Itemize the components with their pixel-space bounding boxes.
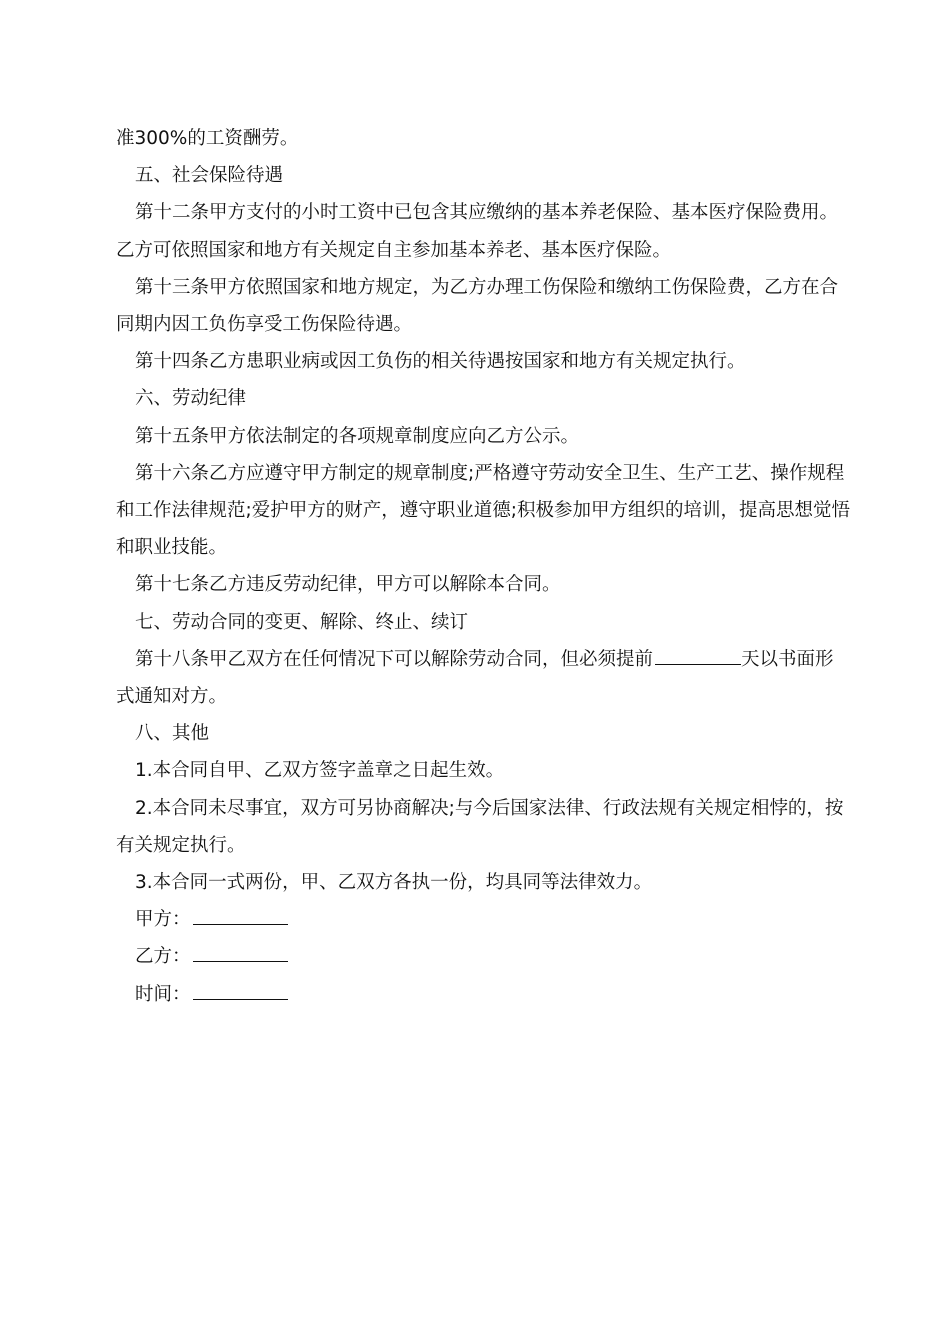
signature-party-b (116, 938, 851, 975)
section-heading-social-insurance: 五、社会保险待遇 (135, 165, 284, 187)
paragraph-wage-continuation: 准300%的工资酬劳。 (116, 128, 299, 149)
section-heading-other: 八、其他 (135, 723, 210, 745)
party-a-label: 甲方： (135, 909, 191, 931)
notice-days-blank (655, 663, 741, 665)
section-heading-contract-changes: 七、劳动合同的变更、解除、终止、续订 (135, 611, 469, 633)
article-18-text-before: 第十八条甲乙双方在任何情况下可以解除劳动合同，但必须提前 (135, 648, 654, 670)
article-18-text-after: 天以书面形式通知对方。 (116, 648, 834, 708)
document-body (116, 120, 851, 1013)
time-label: 时间： (135, 983, 191, 1005)
signature-time (116, 976, 851, 1013)
article-13: 第十三条甲方依照国家和地方规定，为乙方办理工伤保险和缴纳工伤保险费，乙方在合同期内因工负伤享受工伤保险待遇。 (116, 276, 839, 336)
time-blank (193, 998, 288, 1000)
article-18 (116, 641, 851, 715)
clause-2: 2.本合同未尽事宜，双方可另协商解决;与今后国家法律、行政法规有关规定相悖的，按有关规定执行。 (116, 797, 844, 856)
party-a-blank (193, 923, 288, 925)
clause-3: 3.本合同一式两份，甲、乙双方各执一份，均具同等法律效力。 (135, 872, 653, 894)
article-14: 第十四条乙方患职业病或因工负伤的相关待遇按国家和地方有关规定执行。 (135, 351, 746, 373)
party-b-blank (193, 960, 288, 962)
clause-1: 1.本合同自甲、乙双方签字盖章之日起生效。 (135, 760, 505, 782)
section-heading-labor-discipline: 六、劳动纪律 (135, 388, 247, 410)
article-15: 第十五条甲方依法制定的各项规章制度应向乙方公示。 (135, 425, 580, 447)
article-16: 第十六条乙方应遵守甲方制定的规章制度;严格遵守劳动安全卫生、生产工艺、操作规程和工作法律规范;爱护甲方的财产，遵守职业道德;积极参加甲方组织的培训，提高思想觉悟和职业技能。 (116, 462, 850, 559)
party-b-label: 乙方： (135, 946, 191, 968)
signature-party-a (116, 901, 851, 938)
article-17: 第十七条乙方违反劳动纪律，甲方可以解除本合同。 (135, 574, 561, 596)
article-12: 第十二条甲方支付的小时工资中已包含其应缴纳的基本养老保险、基本医疗保险费用。乙方可依照国家和地方有关规定自主参加基本养老、基本医疗保险。 (116, 202, 839, 261)
